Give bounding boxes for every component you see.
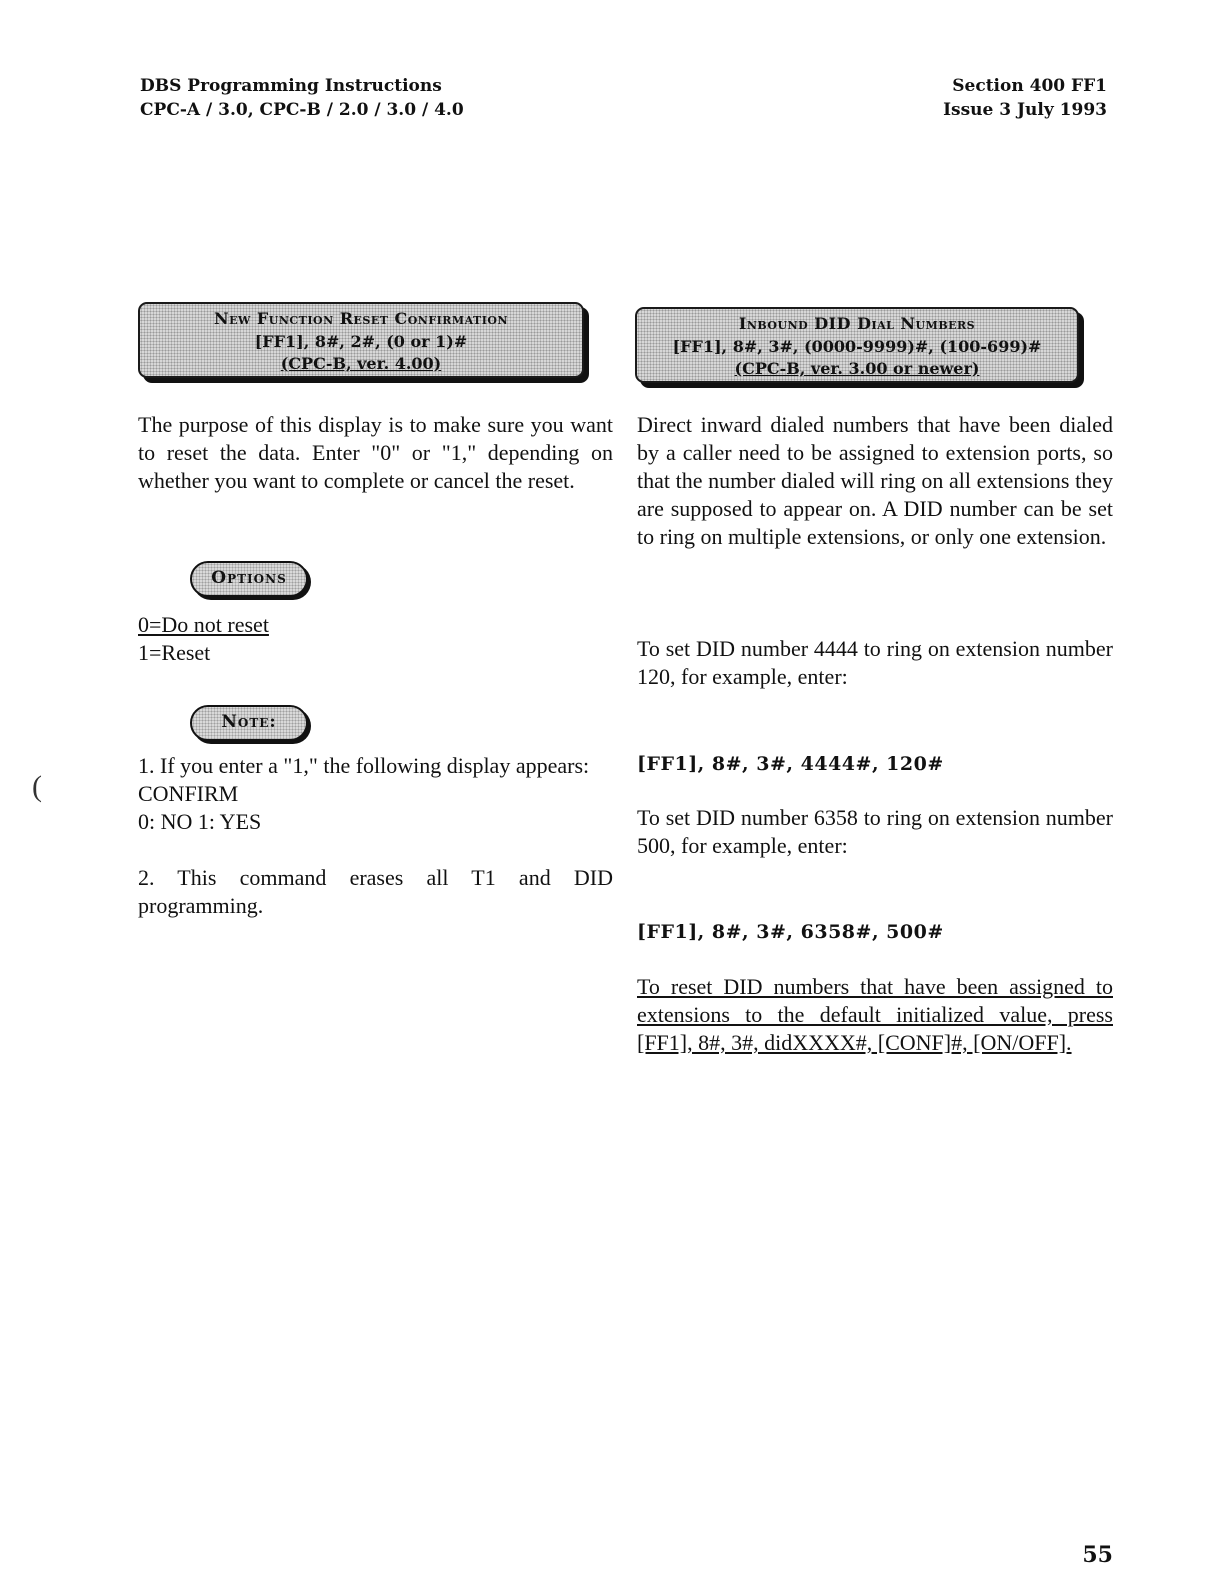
- banner-version: (CPC-B, ver. 3.00 or newer): [734, 359, 980, 378]
- example-1: [637, 635, 1113, 691]
- example-1-text: To set DID number 4444 to ring on extension number 120, for example, enter:: [637, 636, 1113, 689]
- manual-versions: CPC-A / 3.0, CPC-B / 2.0 / 3.0 / 4.0: [140, 100, 464, 120]
- page-number: 55: [1082, 1542, 1113, 1568]
- reset-confirmation-banner: [138, 302, 584, 378]
- note-1-text: 1. If you enter a "1," the following display appears:: [138, 753, 590, 778]
- banner-command: [FF1], 8#, 2#, (0 or 1)#: [254, 332, 468, 351]
- options-label: Options: [190, 561, 308, 597]
- reset-intro-text: The purpose of this display is to make sure you want to reset the data. Enter "0" or "1," depending on whether you want to complete or cancel the reset.: [138, 412, 613, 493]
- inbound-did-banner: [635, 307, 1079, 383]
- reset-intro: [138, 411, 613, 495]
- banner-title: New Function Reset Confirmation: [213, 309, 509, 328]
- section-label: Section 400 FF1: [952, 76, 1107, 96]
- note-2-text: 2. This command erases all T1 and DID programming.: [138, 865, 613, 918]
- margin-bracket-mark: (: [32, 770, 42, 803]
- example-2-text: To set DID number 6358 to ring on extension number 500, for example, enter:: [637, 805, 1113, 858]
- example-1-command: [FF1], 8#, 3#, 4444#, 120#: [637, 753, 944, 775]
- reset-did-instructions: [637, 973, 1113, 1057]
- banner-title: Inbound DID Dial Numbers: [738, 314, 976, 333]
- banner-command: [FF1], 8#, 3#, (0000-9999)#, (100-699)#: [672, 337, 1042, 356]
- options-list: [138, 611, 613, 667]
- note-list: [138, 752, 613, 920]
- issue-date: Issue 3 July 1993: [943, 100, 1107, 120]
- banner-version: (CPC-B, ver. 4.00): [280, 354, 442, 373]
- example-2: [637, 804, 1113, 860]
- option-do-not-reset: 0=Do not reset: [138, 612, 269, 637]
- confirm-display-line1: CONFIRM: [138, 781, 239, 806]
- header-right: [943, 74, 1107, 122]
- example-2-command: [FF1], 8#, 3#, 6358#, 500#: [637, 921, 944, 943]
- manual-title: DBS Programming Instructions: [140, 76, 442, 96]
- confirm-display-line2: 0: NO 1: YES: [138, 809, 262, 834]
- did-intro-text: Direct inward dialed numbers that have been dialed by a caller need to be assigned to extension ports, so that the number dialed will ring on all extensions they are supposed to appear on. A DID number can be set to ring on multiple extensions, or only one extension.: [637, 412, 1113, 549]
- did-intro: [637, 411, 1113, 551]
- header-left: [140, 74, 464, 122]
- reset-did-text: To reset DID numbers that have been assigned to extensions to the default initialized value, press [FF1], 8#, 3#, didXXXX#, [CONF]#, [ON/OFF].: [637, 974, 1113, 1055]
- option-reset: 1=Reset: [138, 640, 211, 665]
- note-label: Note:: [190, 705, 308, 741]
